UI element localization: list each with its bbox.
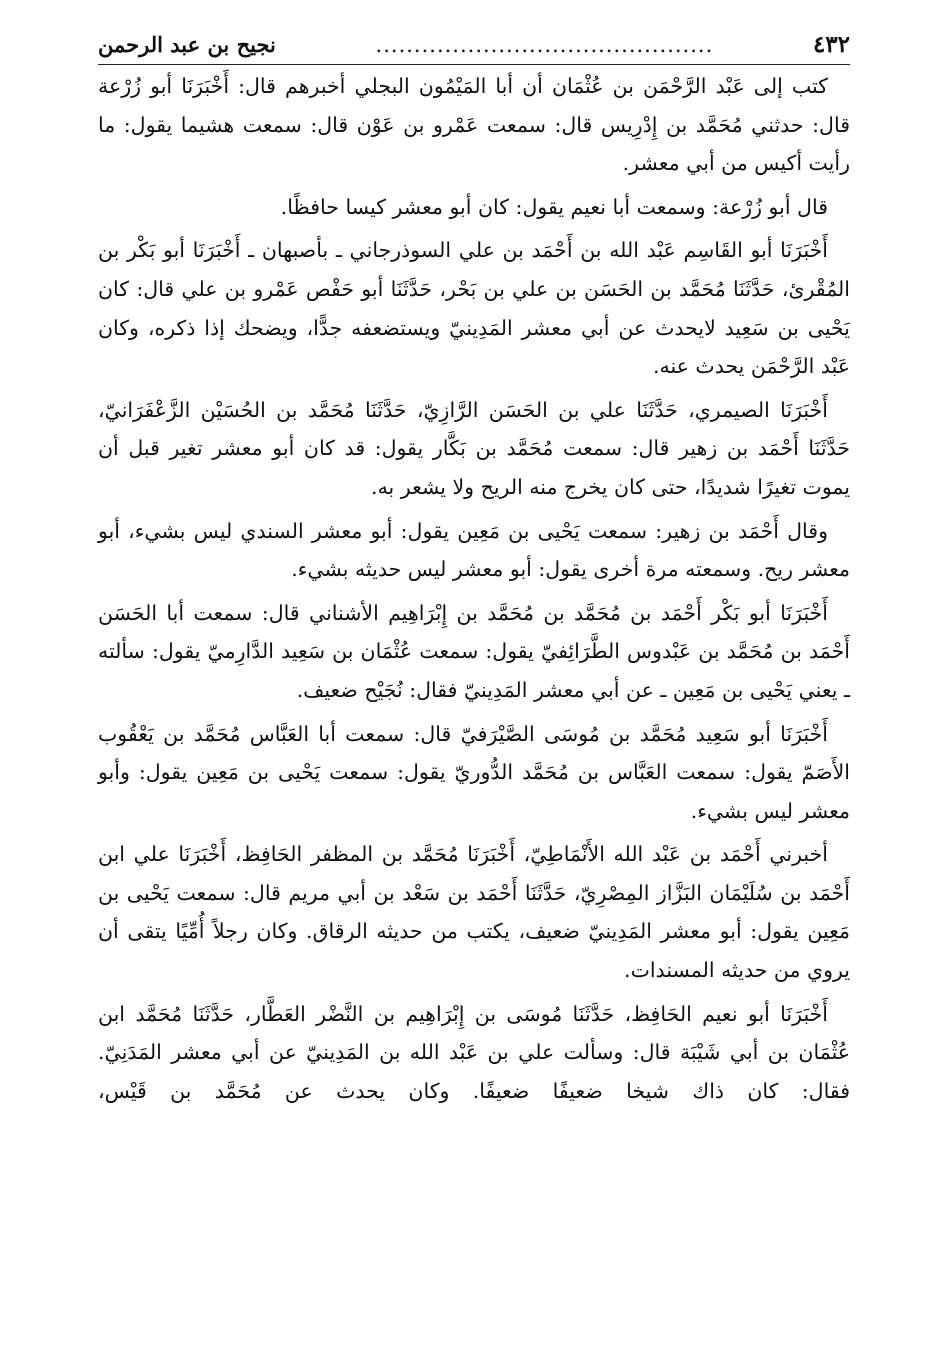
book-page	[98, 28, 850, 1115]
paragraph: قال أبو زُرْعة: وسمعت أبا نعيم يقول: كان أبو معشر كيسا حافظًا.	[280, 194, 828, 219]
paragraph: أَخْبَرَنَا أبو القَاسِم عَبْد الله بن أَحْمَد بن علي السوذرجاني ـ بأصبهان ـ أَخْبَرَنَا أبو بَكْر بن المُقْرئ، حَدَّثَنَا مُحَمَّد بن الحَسَن بن علي بن بَحْر، حَدَّثَنَا أبو حَفْص عَمْرو بن علي قال: كان يَحْيى بن سَعِيد لايحدث عن أبي معشر المَدِينيّ ويستضعفه جدًّا، ويضحك إذا ذكره، وكان عَبْد الرَّحْمَن يحدث عنه.	[98, 238, 850, 379]
paragraph: أَخْبَرَنَا أبو سَعِيد مُحَمَّد بن مُوسَى الصَّيْرَفيّ قال: سمعت أبا العَبَّاس مُحَمَّد بن يَعْقُوب الأَصَمّ يقول: سمعت العَبَّاس بن مُحَمَّد الدُّوريّ يقول: سمعت يَحْيى بن مَعِين يقول: وأبو معشر ليس بشيء.	[98, 721, 850, 823]
paragraph: أخبرني أَحْمَد بن عَبْد الله الأَنْمَاطِيّ، أَخْبَرَنَا مُحَمَّد بن المظفر الحَافِظ، أَخْبَرَنَا علي ابن أَحْمَد بن سُلَيْمَان البَزَّاز المِصْرِيّ، حَدَّثَنَا أَحْمَد بن سَعْد بن أبي مريم قال: سمعت يَحْيى بن مَعِين يقول: أبو معشر المَدِينيّ ضعيف، يكتب من حديثه الرقاق. وكان رجلاً أُمِّيًا يتقى أن يروي من حديثه المسندات.	[98, 842, 850, 983]
paragraph: كتب إلى عَبْد الرَّحْمَن بن عُثْمَان أن أبا المَيْمُون البجلي أخبرهم قال: أَخْبَرَنَا أبو زُرْعة قال: حدثني مُحَمَّد بن إِدْرِيس قال: سمعت عَمْرو بن عَوْن قال: سمعت هشيما يقول: ما رأيت أكيس من أبي معشر.	[98, 74, 850, 176]
page-number: ٤٣٢	[812, 31, 850, 58]
chapter-title: نجيح بن عبد الرحمن	[98, 32, 276, 57]
running-header	[98, 28, 850, 65]
paragraph: أَخْبَرَنَا الصيمري، حَدَّثَنَا علي بن الحَسَن الرَّازِيّ، حَدَّثَنَا مُحَمَّد بن الحُسَيْن الزَّعْفَرَانيّ، حَدَّثَنَا أَحْمَد بن زهير قال: سمعت مُحَمَّد بن بَكَّار يقول: قد كان أبو معشر تغير قبل أن يموت تغيرًا شديدًا، حتى كان يخرج منه الريح ولا يشعر به.	[98, 397, 850, 499]
paragraph: أَخْبَرَنَا أبو بَكْر أَحْمَد بن مُحَمَّد بن مُحَمَّد بن إِبْرَاهِيم الأشناني قال: سمعت أبا الحَسَن أَحْمَد بن مُحَمَّد بن عَبْدوس الطَّرَائِفيّ يقول: سمعت عُثْمَان بن سَعِيد الدَّارِميّ يقول: سألته ـ يعني يَحْيى بن مَعِين ـ عن أبي معشر المَدِينيّ فقال: نُجَيْح ضعيف.	[98, 600, 850, 702]
paragraph: وقال أَحْمَد بن زهير: سمعت يَحْيى بن مَعِين يقول: أبو معشر السندي ليس بشيء، أبو معشر ريح. وسمعته مرة أخرى يقول: أبو معشر ليس حديثه بشيء.	[98, 518, 850, 582]
body-text	[98, 67, 850, 1110]
paragraph: أَخْبَرَنَا أبو نعيم الحَافِظ، حَدَّثَنَا مُوسَى بن إِبْرَاهِيم بن النَّضْر العَطَّار، حَدَّثَنَا مُحَمَّد ابن عُثْمَان بن أبي شَيْبَة قال: وسألت علي بن عَبْد الله بن المَدِينيّ عن أبي معشر المَدَنِيّ. فقال: كان ذاك شيخا ضعيفًا ضعيفًا. وكان يحدث عن مُحَمَّد بن قَيْس،	[98, 1001, 850, 1103]
header-leader-dots: ............................................	[375, 33, 714, 57]
